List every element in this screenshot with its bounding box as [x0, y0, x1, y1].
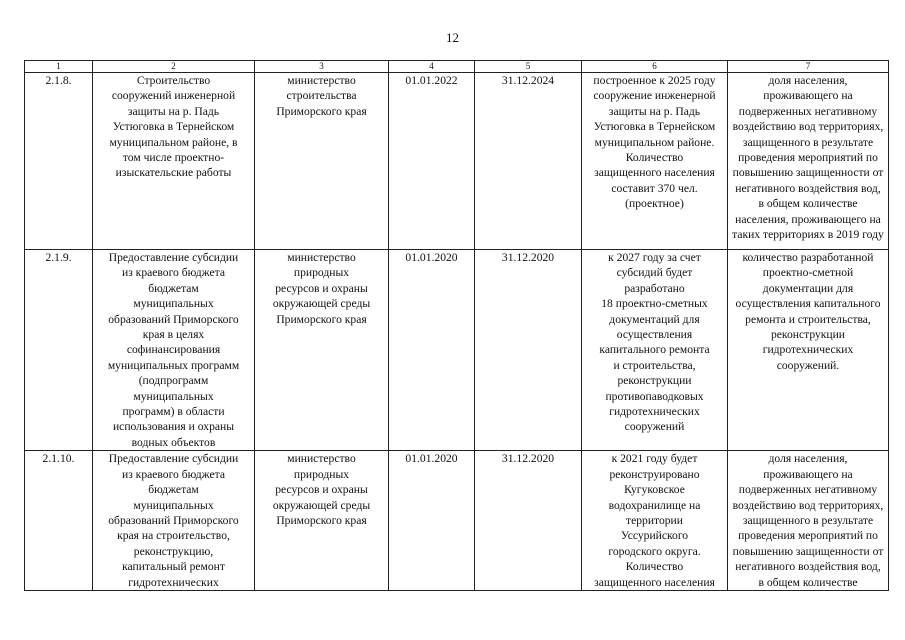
cell-text-line: водохранилище на: [608, 498, 701, 512]
cell-text-line: доля населения,: [768, 74, 848, 87]
cell-text-line: подверженных негативному: [738, 104, 878, 118]
cell-text-line: таких территориях в 2019 году: [732, 228, 884, 242]
cell-text-line: муниципальных: [133, 297, 214, 311]
cell-end-date: 31.12.2024: [475, 73, 582, 250]
table-row: [25, 250, 889, 451]
cell-text-line: образований Приморского: [108, 513, 239, 527]
cell-text-line: (проектное): [625, 197, 684, 211]
cell-text-line: сооружений инженерной: [111, 89, 236, 103]
cell-text-line: Количество: [625, 151, 684, 165]
cell-text-line: Предоставление субсидии: [108, 251, 239, 264]
cell-text-line: программ) в области: [122, 405, 225, 419]
cell-text-line: края в целях: [142, 328, 205, 342]
cell-indicator: [728, 451, 889, 591]
cell-text-line: реконструкции: [770, 328, 846, 342]
cell-measure-name: [93, 250, 255, 451]
cell-text-line: повышению защищенности от: [732, 544, 884, 558]
cell-text-line: том числе проектно-: [122, 151, 225, 165]
header-row: [25, 61, 889, 73]
cell-text-line: к 2027 году за счет: [608, 251, 701, 264]
cell-text-line: проведения мероприятий по: [738, 151, 878, 165]
header-col-6: 6: [582, 61, 728, 73]
cell-text-line: к 2021 году будет: [611, 452, 698, 466]
cell-text-line: муниципальных: [133, 389, 214, 403]
cell-text-line: из краевого бюджета: [122, 467, 225, 481]
cell-executor: [255, 250, 389, 451]
header-col-3: 3: [255, 61, 389, 73]
cell-text-line: гидротехнических: [609, 405, 700, 419]
cell-text-line: противопаводковых: [605, 389, 704, 403]
cell-text-line: края на строительство,: [117, 529, 230, 543]
cell-text-line: бюджетам: [148, 483, 199, 497]
cell-text-line: защиты на р. Падь: [127, 104, 220, 118]
cell-text-line: воздействию вод территориях,: [732, 120, 884, 134]
cell-text-line: воздействию вод территориях,: [732, 498, 884, 512]
cell-text-line: природных: [293, 266, 350, 280]
cell-text-line: Приморского края: [276, 104, 367, 118]
header-col-1: 1: [25, 61, 93, 73]
cell-text-line: ресурсов и охраны: [275, 483, 368, 497]
header-col-4: 4: [389, 61, 475, 73]
cell-text-line: защищенного населения: [594, 575, 715, 589]
cell-start-date: 01.01.2020: [389, 451, 475, 591]
cell-text-line: муниципальных программ: [107, 358, 240, 372]
cell-text-line: сооружений: [624, 420, 685, 434]
cell-text-line: Уссурийского: [620, 529, 689, 543]
cell-text-line: муниципальном районе.: [594, 135, 715, 149]
cell-executor: [255, 451, 389, 591]
cell-text-line: документаций для: [609, 312, 700, 326]
cell-text-line: осуществления капитального: [735, 297, 881, 311]
cell-expected-result: [582, 451, 728, 591]
cell-text-line: использования и охраны: [112, 420, 235, 434]
cell-text-line: разработано: [624, 281, 685, 295]
cell-text-line: Устюговка в Тернейском: [112, 120, 235, 134]
cell-text-line: окружающей среды: [272, 297, 371, 311]
cell-text-line: Количество: [625, 560, 684, 574]
cell-text-line: защищенного в результате: [742, 135, 874, 149]
cell-text-line: (подпрограмм: [138, 374, 209, 388]
cell-text-line: негативного воздействия вод,: [735, 181, 881, 195]
cell-start-date: 01.01.2022: [389, 73, 475, 250]
cell-text-line: гидротехнических: [762, 343, 854, 357]
cell-number: 2.1.8.: [25, 73, 93, 250]
cell-text-line: сооружение инженерной: [593, 89, 716, 103]
cell-text-line: муниципальных: [133, 498, 214, 512]
cell-text-line: составит 370 чел.: [611, 181, 698, 195]
cell-indicator: [728, 73, 889, 250]
cell-text-line: доля населения,: [768, 452, 848, 466]
cell-text-line: документации для: [762, 281, 854, 295]
cell-text-line: количество разработанной: [742, 251, 874, 264]
cell-text-line: осуществления: [616, 328, 693, 342]
cell-expected-result: [582, 250, 728, 451]
header-col-7: 7: [728, 61, 889, 73]
cell-text-line: подверженных негативному: [738, 483, 878, 497]
cell-text-line: защищенного населения: [594, 166, 715, 180]
header-col-5: 5: [475, 61, 582, 73]
cell-expected-result: [582, 73, 728, 250]
cell-text-line: Строительство: [136, 74, 211, 87]
cell-text-line: реконструкции: [617, 374, 692, 388]
cell-indicator: [728, 250, 889, 451]
cell-text-line: сооружений.: [776, 358, 840, 372]
header-col-2: 2: [93, 61, 255, 73]
cell-executor: [255, 73, 389, 250]
cell-text-line: Кугуковское: [624, 483, 685, 497]
cell-text-line: и строительства,: [613, 358, 696, 372]
cell-text-line: Устюговка в Тернейском: [593, 120, 716, 134]
cell-text-line: Предоставление субсидии: [108, 452, 239, 466]
cell-text-line: строительства: [286, 89, 357, 103]
cell-text-line: Приморского края: [276, 513, 367, 527]
page-number: 12: [446, 30, 459, 45]
cell-text-line: повышению защищенности от: [732, 166, 884, 180]
cell-text-line: территории: [626, 513, 683, 527]
cell-text-line: министерство: [287, 452, 356, 466]
cell-text-line: из краевого бюджета: [122, 266, 225, 280]
cell-number: 2.1.10.: [25, 451, 93, 591]
cell-text-line: природных: [293, 467, 350, 481]
cell-text-line: водных объектов: [131, 435, 216, 449]
cell-text-line: муниципальном районе, в: [109, 135, 238, 149]
cell-measure-name: [93, 73, 255, 250]
cell-text-line: проведения мероприятий по: [738, 529, 878, 543]
cell-text-line: проживающего на: [763, 467, 853, 481]
cell-text-line: бюджетам: [148, 281, 199, 295]
cell-start-date: 01.01.2020: [389, 250, 475, 451]
table-row: [25, 73, 889, 250]
cell-text-line: построенное к 2025 году: [593, 74, 716, 87]
cell-text-line: изыскательские работы: [115, 166, 232, 180]
cell-text-line: субсидий будет: [616, 266, 693, 280]
cell-text-line: проживающего на: [763, 89, 853, 103]
cell-text-line: негативного воздействия вод,: [735, 560, 881, 574]
cell-end-date: 31.12.2020: [475, 451, 582, 591]
cell-text-line: софинансирования: [126, 343, 221, 357]
cell-text-line: гидротехнических: [128, 575, 219, 589]
cell-text-line: в общем количестве: [758, 575, 858, 589]
measures-table: [24, 60, 889, 591]
cell-text-line: капитальный ремонт: [122, 560, 225, 574]
cell-text-line: капитального ремонта: [599, 343, 710, 357]
cell-text-line: образований Приморского: [108, 312, 239, 326]
cell-text-line: защиты на р. Падь: [608, 104, 701, 118]
cell-text-line: проектно-сметной: [762, 266, 854, 280]
cell-text-line: городского округа.: [608, 544, 701, 558]
cell-text-line: населения, проживающего на: [735, 212, 881, 226]
cell-text-line: ресурсов и охраны: [275, 281, 368, 295]
cell-text-line: защищенного в результате: [742, 513, 874, 527]
cell-end-date: 31.12.2020: [475, 250, 582, 451]
cell-text-line: ремонта и строительства,: [745, 312, 871, 326]
cell-text-line: окружающей среды: [272, 498, 371, 512]
cell-text-line: Приморского края: [276, 312, 367, 326]
cell-text-line: реконструировано: [609, 467, 700, 481]
cell-measure-name: [93, 451, 255, 591]
cell-text-line: в общем количестве: [758, 197, 858, 211]
table-row: [25, 451, 889, 591]
cell-text-line: 18 проектно-сметных: [601, 297, 708, 311]
cell-text-line: министерство: [287, 74, 356, 87]
cell-number: 2.1.9.: [25, 250, 93, 451]
cell-text-line: реконструкцию,: [133, 544, 214, 558]
cell-text-line: министерство: [287, 251, 356, 264]
